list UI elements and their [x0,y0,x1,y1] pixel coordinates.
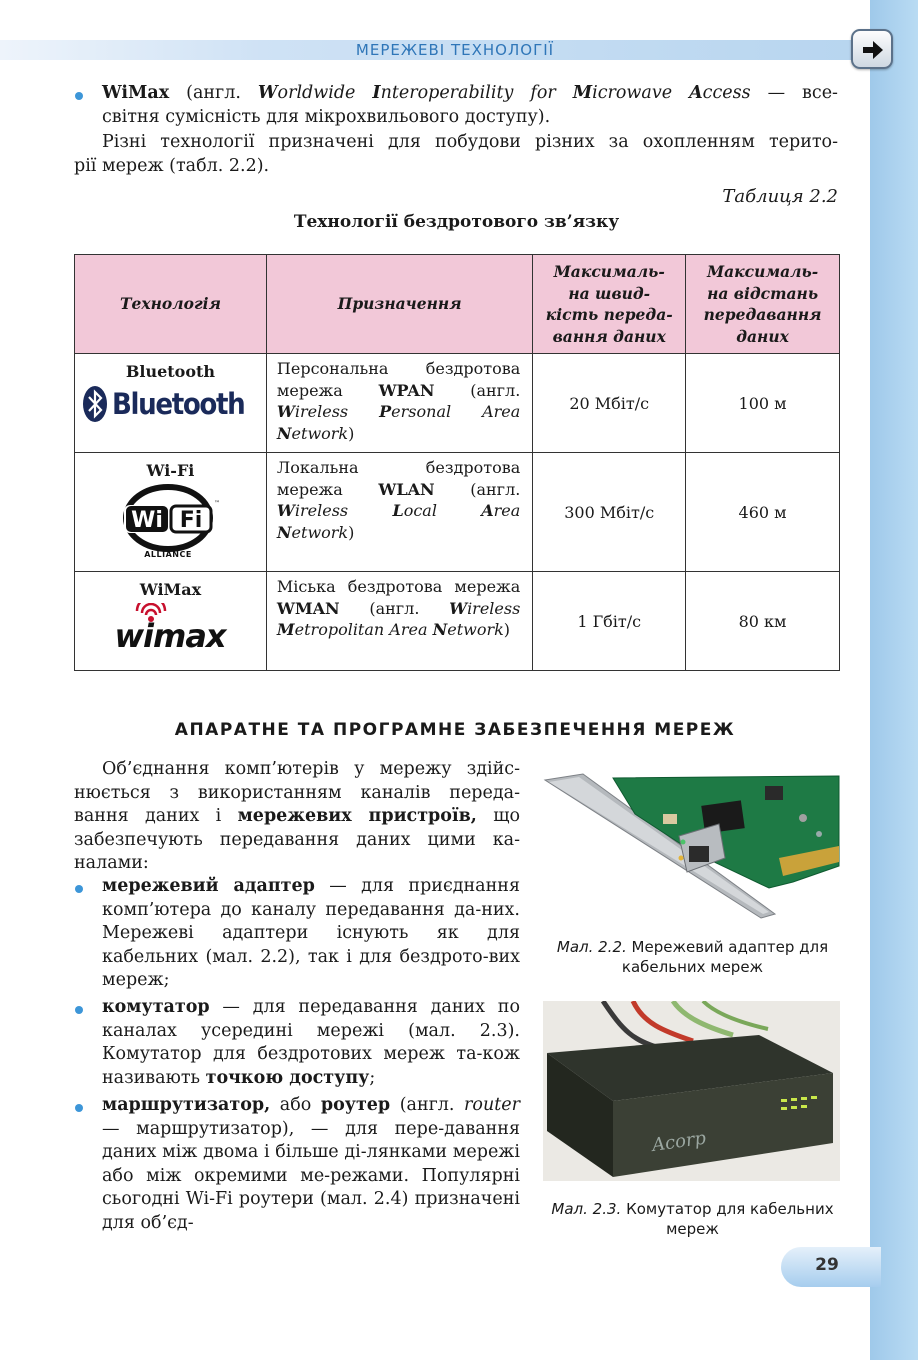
technology-name: WiMax [139,580,202,599]
wimax-bullet-line1: WiMax (англ. Worldwide Interoperability for Microwave Access — все- [102,83,838,103]
table-row [75,354,840,453]
svg-text:wimax: wimax [114,617,227,651]
speed-cell: 300 Мбіт/с [533,453,686,572]
svg-text:™: ™ [214,500,221,507]
bullet-dot [75,1006,83,1014]
section-paragraph: Об’єднання комп’ютерів у мережу здійс-нюється з використанням каналів переда-вання даних і мережевих пристроїв, що забезпечують передавання даних цими ка-налами: [74,759,520,873]
header-technology: Технологія [75,255,267,354]
technology-cell [75,453,267,572]
next-page-button[interactable] [851,29,893,69]
purpose-cell: Персональна бездротова мережа WPAN (англ. Wireless Personal Area Network) [266,354,532,453]
figure-caption-2-2: Мал. 2.2. Мережевий адаптер для кабельних мереж [556,938,829,976]
bullet-network-adapter: мережевий адаптер — для приєднання комп’ютера до каналу передавання да-них. Мережеві адаптери існують як для кабельних (мал. 2.2), так і для бездрото-вих мереж; [102,876,520,990]
header-max-speed: Максималь- на швид- кість переда- вання даних [533,255,686,354]
table-row [75,453,840,572]
page-number: 29 [815,1255,839,1275]
network-switch-photo [543,1001,840,1181]
distance-cell: 80 км [686,572,840,671]
technology-name: Bluetooth [125,362,216,381]
table-header-row [75,255,840,354]
bluetooth-logo: Bluetooth [82,385,259,423]
speed-cell: 20 Мбіт/с [533,354,686,453]
technology-name: Wi-Fi [146,461,195,480]
page-number-tab [781,1247,881,1287]
svg-text:Wi: Wi [131,508,164,533]
table-row [75,572,840,671]
speed-cell: 1 Гбіт/с [533,572,686,671]
table-caption: Таблиця 2.2 [722,186,838,207]
header-purpose: Призначення [266,255,532,354]
svg-text:ALLIANCE: ALLIANCE [144,550,193,559]
figure-caption-2-3: Мал. 2.3. Комутатор для кабельних мереж [551,1200,834,1238]
wimax-logo [112,603,228,651]
bullet-dot [75,1104,83,1112]
wimax-bullet-line2: світня сумісність для мікрохвильового доступу). [102,107,551,127]
side-strip [870,0,918,1360]
bullet-dot [75,92,83,100]
distance-cell: 100 м [686,354,840,453]
purpose-cell: Локальна бездротова мережа WLAN (англ. Wireless Local Area Network) [266,453,532,572]
technology-cell [75,354,267,453]
wifi-alliance-logo [120,484,220,562]
bluetooth-rune-icon [82,385,108,423]
table-title: Технології бездротового зв’язку [293,212,620,232]
bullet-switch: комутатор — для передавання даних по каналах усередині мережі (мал. 2.3). Комутатор для бездротових мереж та-кож називають точкою доступу; [102,997,520,1088]
bullet-router: маршрутизатор, або роутер (англ. router — маршрутизатор), — для пере-давання даних між двома і більше ді-лянками мережі або між окремими ме-режами. Популярні сьогодні Wi-Fi роутери (мал. 2.4) призначені для об’єд- [102,1095,520,1233]
network-adapter-photo [543,758,841,920]
arrow-right-icon [862,40,884,60]
section-heading: АПАРАТНЕ ТА ПРОГРАМНЕ ЗАБЕЗПЕЧЕННЯ МЕРЕЖ [174,720,736,740]
wireless-technologies-table [74,254,840,671]
running-header: МЕРЕЖЕВІ ТЕХНОЛОГІЇ [355,41,555,59]
header-max-distance: Максималь- на відстань передавання даних [686,255,840,354]
intro-paragraph-line1: Різні технології призначені для побудови різних за охопленням терито- [102,132,838,152]
intro-paragraph-line2: рії мереж (табл. 2.2). [74,156,270,176]
svg-text:Acorp: Acorp [650,1127,708,1156]
distance-cell: 460 м [686,453,840,572]
technology-cell [75,572,267,671]
purpose-cell: Міська бездротова мережа WMAN (англ. Wireless Metropolitan Area Network) [266,572,532,671]
svg-text:Fi: Fi [180,508,203,533]
bullet-dot [75,885,83,893]
